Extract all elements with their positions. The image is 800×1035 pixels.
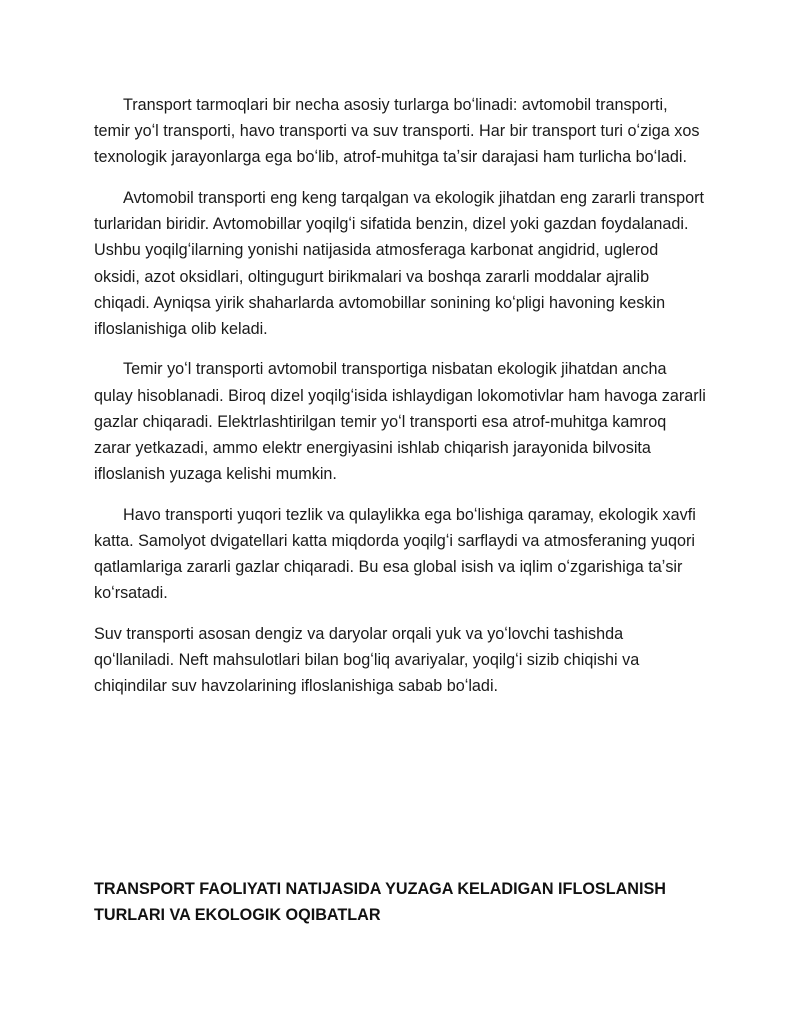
paragraph-rail-transport: Temir yoʻl transporti avtomobil transportiga nisbatan ekologik jihatdan ancha qulay hisoblanadi. Biroq dizel yoqilgʻisida ishlaydigan lokomotivlar ham havoga zararli gazlar chiqaradi. Elektrlashtirilgan temir yoʻl transporti esa atrof-muhitga kamroq zarar yetkazadi, ammo elektr energiyasini ishlab chiqarish jarayonida bilvosita ifloslanish yuzaga kelishi mumkin. <box>94 360 706 484</box>
document-body <box>94 92 706 714</box>
section-heading: TRANSPORT FAOLIYATI NATIJASIDA YUZAGA KELADIGAN IFLOSLANISH TURLARI VA EKOLOGIK OQIBATLAR <box>94 880 666 924</box>
paragraph-transport-types: Transport tarmoqlari bir necha asosiy turlarga boʻlinadi: avtomobil transporti, temir yoʻl transporti, havo transporti va suv transporti. Har bir transport turi oʻziga xos texnologik jarayonlarga ega boʻlib, atrof-muhitga taʼsir darajasi ham turlicha boʻladi. <box>94 96 700 167</box>
paragraph-water-transport: Suv transporti asosan dengiz va daryolar orqali yuk va yoʻlovchi tashishda qoʻllaniladi. Neft mahsulotlari bilan bogʻliq avariyalar, yoqilgʻi sizib chiqishi va chiqindilar suv havzolarining ifloslanishiga sabab boʻladi. <box>94 624 640 696</box>
paragraph-road-transport: Avtomobil transporti eng keng tarqalgan va ekologik jihatdan eng zararli transport turlaridan biridir. Avtomobillar yoqilgʻi sifatida benzin, dizel yoki gazdan foydalanadi. Ushbu yoqilgʻilarning yonishi natijasida atmosferaga karbonat angidrid, uglerod oksidi, azot oksidlari, oltingugurt birikmalari va boshqa zararli moddalar ajralib chiqadi. Ayniqsa yirik shaharlarda avtomobillar sonining koʻpligi havoning keskin ifloslanishiga olib keladi. <box>94 188 704 338</box>
paragraph-air-transport: Havo transporti yuqori tezlik va qulaylikka ega boʻlishiga qaramay, ekologik xavfi katta. Samolyot dvigatellari katta miqdorda yoqilgʻi sarflaydi va atmosferaning yuqori qatlamlariga zararli gazlar chiqaradi. Bu esa global isish va iqlim oʻzgarishiga taʼsir koʻrsatadi. <box>94 505 696 603</box>
